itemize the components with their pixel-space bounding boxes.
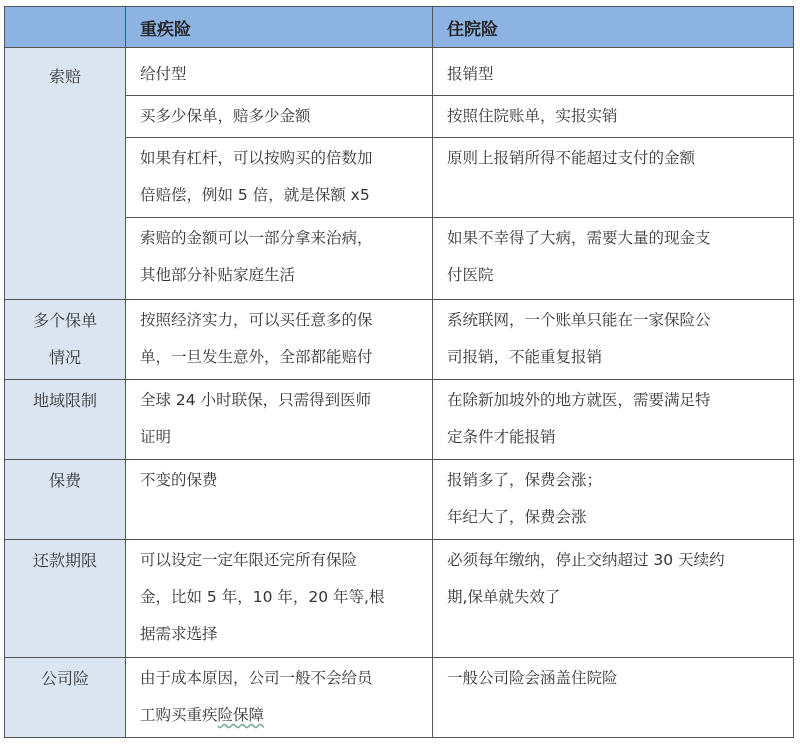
- row-label-premium: 保费: [5, 460, 126, 540]
- cell-critical: 由于成本原因，公司一般不会给员 工购买重疾险保障: [126, 658, 433, 738]
- cell-hospital: 必须每年缴纳，停止交纳超过 30 天续约 期,保单就失效了: [433, 540, 794, 658]
- cell-line: 工购买重疾险保障: [140, 706, 265, 724]
- cell-hospital: 报销型: [433, 48, 794, 96]
- row-label-company-insurance: 公司险: [5, 658, 126, 738]
- row-label-region: 地域限制: [5, 380, 126, 460]
- table-row: [5, 460, 794, 540]
- cell-critical: 不变的保费: [126, 460, 433, 540]
- cell-hospital: 报销多了，保费会涨； 年纪大了，保费会涨: [433, 460, 794, 540]
- cell-critical: 全球 24 小时联保，只需得到医师 证明: [126, 380, 433, 460]
- row-label-payment-term: 还款期限: [5, 540, 126, 658]
- table-row: [5, 48, 794, 96]
- cell-hospital: 如果不幸得了大病，需要大量的现金支 付医院: [433, 218, 794, 300]
- row-label-multiple-policies: 多个保单 情况: [5, 300, 126, 380]
- row-label-claims: 索赔: [5, 48, 126, 300]
- header-hospitalization: 住院险: [433, 7, 794, 48]
- cell-hospital: 一般公司险会涵盖住院险: [433, 658, 794, 738]
- table-row: [5, 300, 794, 380]
- table-row: [5, 380, 794, 460]
- cell-critical: 按照经济实力，可以买任意多的保 单，一旦发生意外，全部都能赔付: [126, 300, 433, 380]
- header-critical-illness: 重疾险: [126, 7, 433, 48]
- cell-hospital: 在除新加坡外的地方就医，需要满足特 定条件才能报销: [433, 380, 794, 460]
- table-row: [5, 540, 794, 658]
- cell-critical: 买多少保单，赔多少金额: [126, 96, 433, 138]
- table-row: [5, 658, 794, 738]
- spellcheck-underline: 险保障: [217, 706, 265, 724]
- cell-hospital: 系统联网，一个账单只能在一家保险公 司报销，不能重复报销: [433, 300, 794, 380]
- cell-hospital: 按照住院账单，实报实销: [433, 96, 794, 138]
- cell-critical: 如果有杠杆，可以按购买的倍数加 倍赔偿，例如 5 倍，就是保额 x5: [126, 138, 433, 218]
- comparison-table: [4, 6, 794, 738]
- cell-critical: 给付型: [126, 48, 433, 96]
- cell-critical: 索赔的金额可以一部分拿来治病， 其他部分补贴家庭生活: [126, 218, 433, 300]
- header-row: [5, 7, 794, 48]
- header-corner: [5, 7, 126, 48]
- cell-hospital: 原则上报销所得不能超过支付的金额: [433, 138, 794, 218]
- cell-critical: 可以设定一定年限还完所有保险 金，比如 5 年，10 年，20 年等,根 据需求选择: [126, 540, 433, 658]
